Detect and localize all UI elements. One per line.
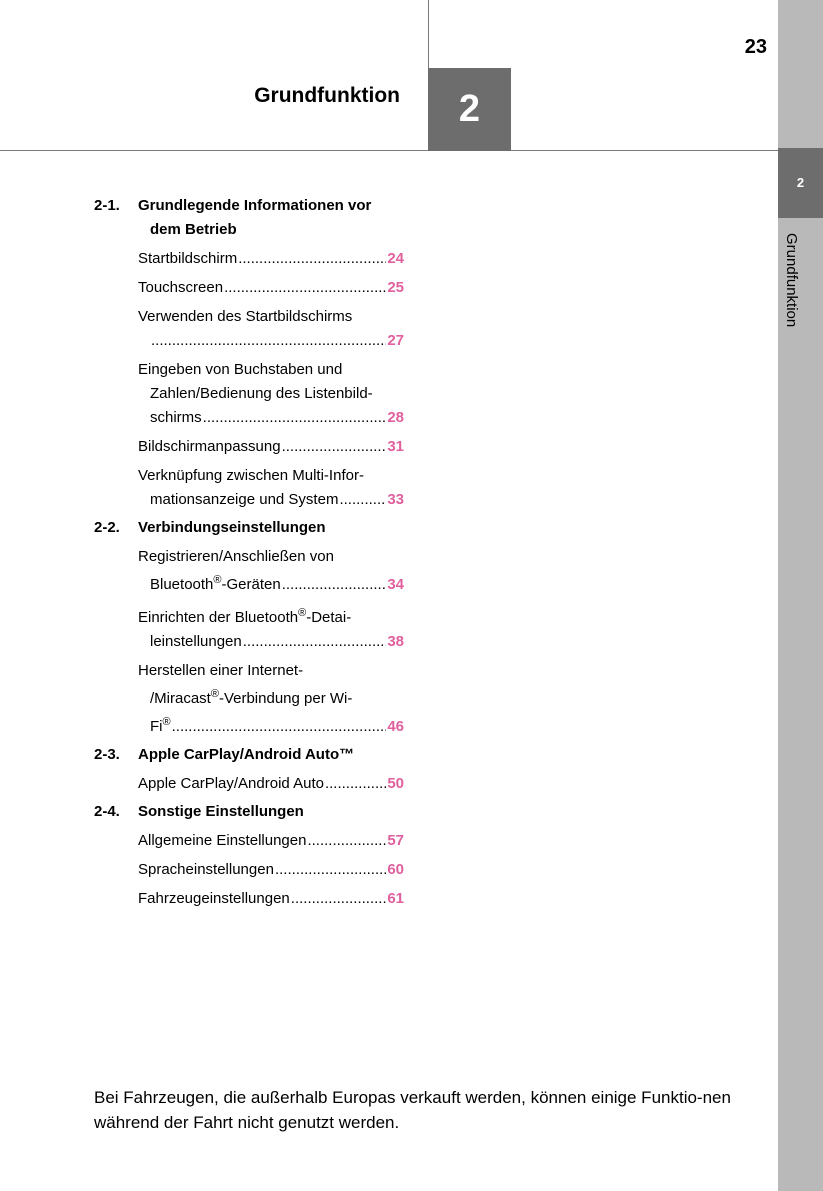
leader-dots: [291, 887, 387, 911]
entry-title-cont: schirms: [150, 409, 202, 426]
entry-title-cont: -Verbindung per Wi-: [218, 690, 353, 707]
leader-dots: [224, 276, 386, 300]
toc-entry[interactable]: [94, 659, 404, 739]
toc-section-2-2: [94, 516, 404, 540]
entry-page: 28: [387, 409, 404, 426]
entry-title-cont: /Miracast: [150, 690, 211, 707]
registered-mark: ®: [213, 574, 222, 586]
table-of-contents: [94, 190, 404, 911]
entry-page: 38: [387, 633, 404, 650]
section-title: Verbindungseinstellungen: [138, 519, 326, 536]
section-title-line: dem Betrieb: [150, 221, 237, 238]
entry-title-cont: mationsanzeige und System: [150, 491, 339, 508]
entry-title: Fahrzeugeinstellungen: [138, 890, 290, 907]
entry-title: Eingeben von Buchstaben und: [138, 361, 343, 378]
section-number: 2-1.: [94, 197, 120, 214]
toc-section-2-4: [94, 800, 404, 824]
toc-entry[interactable]: [94, 772, 404, 796]
page-number: 23: [744, 36, 767, 58]
entry-title: Startbildschirm: [138, 250, 238, 267]
leader-dots: [238, 247, 386, 271]
footnote-text: Bei Fahrzeugen, die außerhalb Europas verkauft werden, können einige Funktio-nen während der Fahrt nicht genutzt werden.: [94, 1088, 731, 1132]
entry-title-cont: Fi: [150, 718, 163, 735]
section-title: Apple CarPlay/Android Auto™: [138, 746, 355, 763]
registered-mark: ®: [210, 688, 219, 700]
entry-page: 27: [387, 332, 404, 349]
section-number: 2-4.: [94, 803, 120, 820]
entry-page: 46: [387, 718, 404, 735]
toc-entry[interactable]: [94, 464, 404, 512]
entry-page: 60: [387, 861, 404, 878]
entry-title: Einrichten der Bluetooth: [138, 609, 299, 626]
entry-title: Registrieren/Anschließen von: [138, 548, 334, 565]
entry-title: Verwenden des Startbildschirms: [138, 308, 353, 325]
section-number: 2-2.: [94, 519, 120, 536]
registered-mark: ®: [298, 607, 307, 619]
toc-entry[interactable]: [94, 435, 404, 459]
leader-dots: [275, 858, 386, 882]
leader-dots: [172, 715, 387, 739]
entry-title: Apple CarPlay/Android Auto: [138, 775, 324, 792]
toc-entry[interactable]: [94, 858, 404, 882]
registered-mark: ®: [162, 716, 171, 728]
leader-dots: [307, 829, 386, 853]
toc-entry[interactable]: [94, 887, 404, 911]
toc-entry[interactable]: [94, 247, 404, 271]
section-number: 2-3.: [94, 746, 120, 763]
section-title-line: Grundlegende Informationen vor: [138, 197, 372, 214]
entry-title: Allgemeine Einstellungen: [138, 832, 307, 849]
leader-dots: [339, 488, 386, 512]
entry-title: Verknüpfung zwischen Multi-Infor-: [138, 467, 364, 484]
leader-dots: [243, 630, 387, 654]
entry-page: 34: [387, 576, 404, 593]
entry-title: Herstellen einer Internet-: [138, 662, 304, 679]
leader-dots: [282, 435, 387, 459]
side-chapter-tab: 2: [778, 148, 823, 218]
entry-title: -Detai-: [306, 609, 352, 626]
entry-title: Spracheinstellungen: [138, 861, 274, 878]
chapter-title: Grundfunktion: [254, 84, 400, 107]
entry-title-cont: Bluetooth: [150, 576, 214, 593]
entry-page: 61: [387, 890, 404, 907]
entry-title: Touchscreen: [138, 279, 224, 296]
leader-dots: [282, 573, 387, 597]
entry-page: 25: [387, 279, 404, 296]
section-title: Sonstige Einstellungen: [138, 803, 304, 820]
entry-page: 31: [387, 438, 404, 455]
entry-page: 50: [387, 775, 404, 792]
side-chapter-label: Grundfunktion: [783, 233, 800, 328]
entry-title: Bildschirmanpassung: [138, 438, 281, 455]
toc-entry[interactable]: [94, 305, 404, 353]
entry-title-cont: leinstellungen: [150, 633, 242, 650]
toc-entry[interactable]: [94, 276, 404, 300]
toc-entry[interactable]: [94, 545, 404, 597]
toc-section-2-1: [94, 194, 404, 242]
leader-dots: [151, 329, 386, 353]
leader-dots: [203, 406, 387, 430]
header-divider-horizontal: [0, 150, 778, 151]
toc-entry[interactable]: [94, 829, 404, 853]
chapter-number-box: 2: [428, 68, 511, 151]
entry-page: 33: [387, 491, 404, 508]
leader-dots: [325, 772, 386, 796]
toc-entry[interactable]: [94, 358, 404, 430]
entry-title-cont: Zahlen/Bedienung des Listenbild-: [150, 385, 373, 402]
entry-page: 24: [387, 250, 404, 267]
entry-page: 57: [387, 832, 404, 849]
entry-title-cont: -Geräten: [221, 576, 281, 593]
toc-entry[interactable]: [94, 606, 404, 654]
toc-section-2-3: [94, 743, 404, 767]
